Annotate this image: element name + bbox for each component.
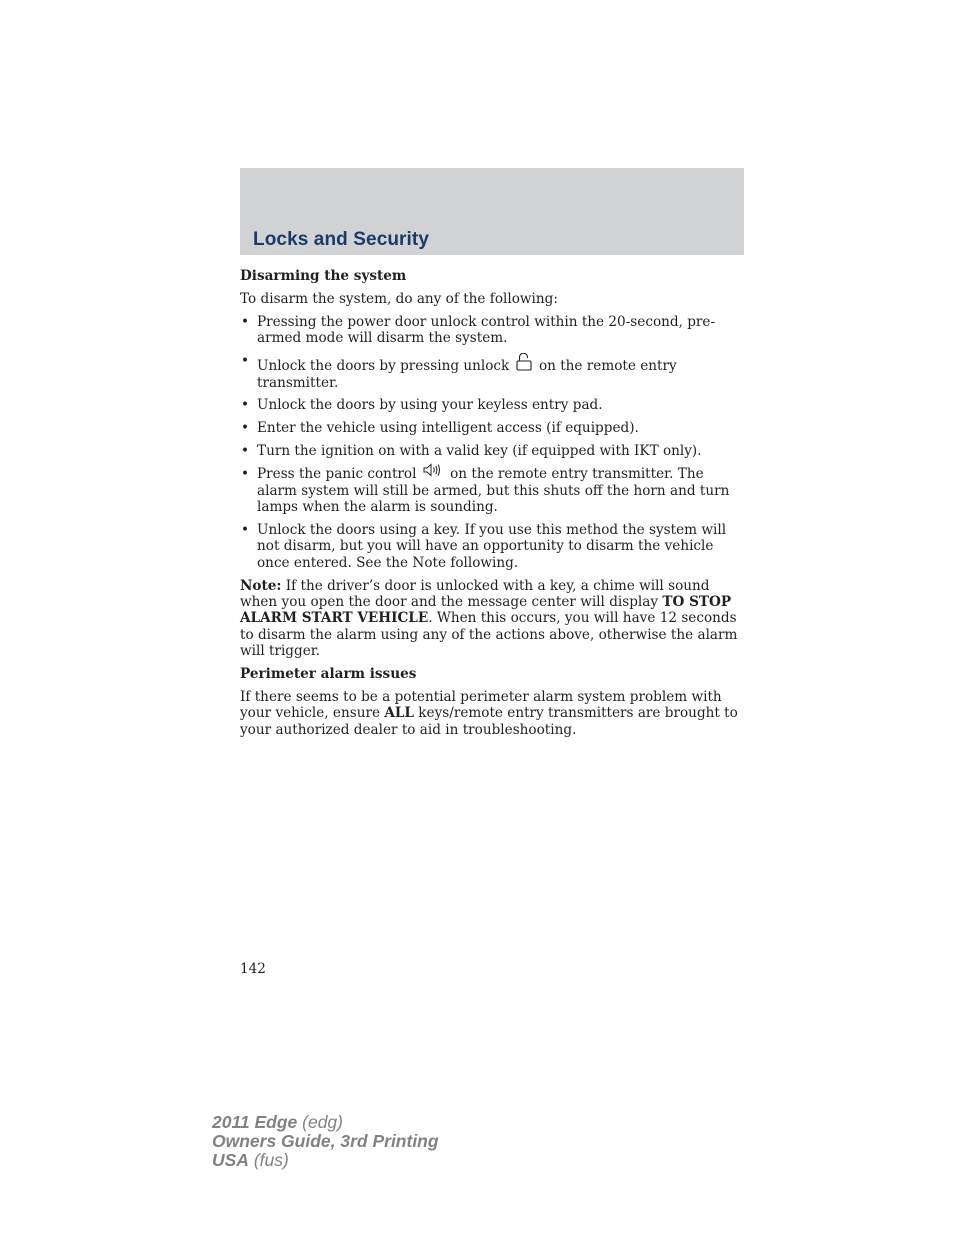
list-item — [240, 522, 746, 571]
list-item — [240, 397, 746, 413]
list-item-text: Unlock the doors by pressing unlock — [257, 358, 510, 375]
perimeter-heading: Perimeter alarm issues — [240, 665, 417, 682]
footer-imprint — [212, 1113, 439, 1170]
list-item-text: Turn the ignition on with a valid key (if equipped with IKT only). — [257, 443, 702, 460]
list-item-text: on the remote entry transmitter. — [257, 358, 677, 391]
list-item — [240, 353, 746, 391]
message-center-text: TO STOP ALARM START VEHICLE — [240, 594, 732, 627]
panic-horn-icon — [423, 469, 443, 479]
footer-region: USA — [212, 1150, 249, 1170]
perimeter-emphasis: ALL — [384, 705, 414, 722]
list-item-text: Unlock the doors by using your keyless entry pad. — [257, 397, 603, 414]
perimeter-text-1: If there seems to be a potential perimeter alarm system problem with your vehicle, ensure — [240, 689, 722, 722]
page-content — [240, 268, 746, 744]
section-header-band — [240, 168, 744, 255]
footer-line-1 — [212, 1113, 439, 1132]
bullet-dot: • — [241, 313, 250, 330]
list-item — [240, 420, 746, 436]
list-item — [240, 443, 746, 459]
unlock-icon — [516, 353, 532, 371]
footer-line-3 — [212, 1151, 439, 1170]
page-number: 142 — [240, 961, 266, 977]
note-text-1: If the driver’s door is unlocked with a key, a chime will sound when you open the door and the message center will display — [240, 577, 710, 610]
bullet-dot: • — [241, 420, 250, 437]
list-item-text: on the remote entry transmitter. The alarm system will still be armed, but this shuts off the horn and turn lamps when the alarm is sounding. — [257, 466, 730, 515]
note-paragraph — [240, 578, 746, 660]
list-item-text: Pressing the power door unlock control within the 20-second, pre-armed mode will disarm the system. — [257, 313, 716, 347]
bullet-dot: • — [241, 466, 250, 483]
footer-model-code: (edg) — [297, 1112, 343, 1132]
perimeter-text-2: keys/remote entry transmitters are brought to your authorized dealer to aid in troubleshooting. — [240, 705, 738, 738]
disarm-methods-list — [240, 314, 746, 571]
bullet-dot: • — [241, 521, 250, 538]
list-item — [240, 466, 746, 515]
list-item-text: Enter the vehicle using intelligent access (if equipped). — [257, 420, 639, 437]
list-item-text: Unlock the doors using a key. If you use this method the system will not disarm, but you will have an opportunity to disarm the vehicle once entered. See the Note following. — [257, 521, 727, 571]
list-item-text: Press the panic control — [257, 466, 417, 483]
bullet-dot: • — [241, 443, 250, 460]
note-label: Note: — [240, 577, 282, 594]
footer-model: 2011 Edge — [212, 1112, 298, 1132]
footer-line-2: Owners Guide, 3rd Printing — [212, 1131, 439, 1151]
bullet-dot: • — [241, 397, 250, 414]
note-text-2: . When this occurs, you will have 12 seconds to disarm the alarm using any of the actions above, otherwise the alarm will trigger. — [240, 610, 738, 660]
disarming-heading: Disarming the system — [240, 268, 407, 284]
perimeter-paragraph — [240, 689, 746, 738]
list-item — [240, 314, 746, 347]
footer-region-code: (fus) — [248, 1150, 289, 1170]
section-title: Locks and Security — [253, 229, 430, 250]
bullet-dot: • — [241, 353, 250, 370]
disarming-intro: To disarm the system, do any of the following: — [240, 291, 558, 308]
